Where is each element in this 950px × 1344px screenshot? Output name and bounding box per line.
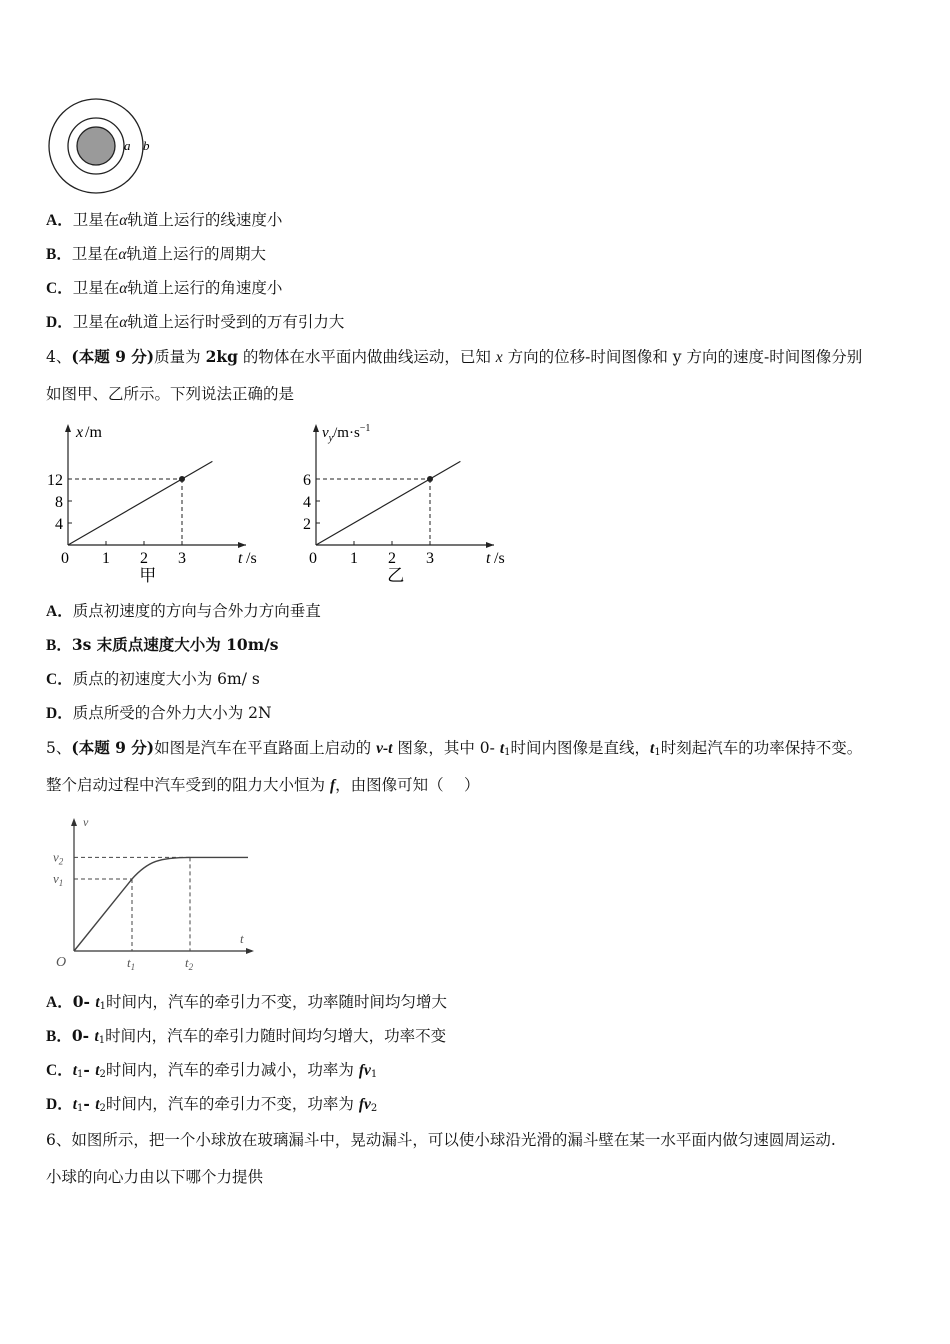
q3-option-b: B．卫星在α轨道上运行的周期大 xyxy=(46,245,267,263)
x-tick-label: 3 xyxy=(426,550,434,567)
q3-option-c: C．卫星在α轨道上运行的角速度小 xyxy=(46,279,283,297)
origin-label: O xyxy=(56,955,67,970)
chart-jia xyxy=(44,418,264,588)
orbit-figure xyxy=(44,96,164,200)
q6-stem-line1: 6、如图所示，把一个小球放在玻璃漏斗中，晃动漏斗，可以使小球沿光滑的漏斗壁在某一水平面内做匀速圆周运动. xyxy=(46,1131,836,1149)
q5-stem-line1: 5、(本题 9 分)如图是汽车在平直路面上启动的 v-t 图象，其中 0- $t_1$时间内图像是直线，$t_1$时刻起汽车的功率保持不变。 xyxy=(46,738,863,758)
y-axis-arrow xyxy=(71,818,77,826)
x-tick-label: 0 xyxy=(309,550,317,567)
x-axis-arrow xyxy=(238,542,246,548)
marked-point xyxy=(427,476,433,482)
t1-label: $t_1$ xyxy=(127,955,136,972)
q3-option-a: A．卫星在α轨道上运行的线速度小 xyxy=(46,211,283,229)
x-tick-label: 3 xyxy=(178,550,186,567)
q4-option-a: A．质点初速度的方向与合外力方向垂直 xyxy=(46,602,321,620)
y-axis-label: x xyxy=(76,424,84,441)
q4-option-b: B．3s 末质点速度大小为 10m/s xyxy=(46,635,279,654)
x-axis-label: t xyxy=(240,931,244,946)
q4-option-c: C．质点的初速度大小为 6m/ s xyxy=(46,670,260,688)
y-tick-label: 4 xyxy=(55,516,63,533)
y-axis-arrow xyxy=(313,424,319,432)
x-tick-label: 2 xyxy=(140,550,148,567)
y-tick-label: 6 xyxy=(303,472,311,489)
series-line xyxy=(316,461,460,545)
q5-option-c: C．$t_1-$ $t_2$时间内，汽车的牵引力减小，功率为 $fv_1$ xyxy=(46,1060,378,1080)
y-axis-label: $v_y/m\cdot s^{-1}$ xyxy=(322,423,371,444)
v1-label: $v_1$ xyxy=(53,871,64,888)
chart-yi xyxy=(292,418,512,588)
series-line xyxy=(68,461,212,545)
y-axis-unit: /m xyxy=(85,424,102,441)
t2-label: $t_2$ xyxy=(185,955,194,972)
q4-option-d: D．质点所受的合外力大小为 2N xyxy=(46,704,272,722)
x-axis-arrow xyxy=(246,948,254,954)
label-b: b xyxy=(143,138,150,153)
y-tick-label: 4 xyxy=(303,494,311,511)
x-tick-label: 1 xyxy=(350,550,358,567)
marked-point xyxy=(179,476,185,482)
series-curve xyxy=(74,857,248,951)
x-axis-unit: /s xyxy=(494,550,505,567)
chart-vt xyxy=(44,810,264,975)
q6-stem-line2: 小球的向心力由以下哪个力提供 xyxy=(46,1168,264,1186)
q5-stem-line2: 整个启动过程中汽车受到的阻力大小恒为 f，由图像可知（ ） xyxy=(46,776,480,794)
x-axis-unit: /s xyxy=(246,550,257,567)
x-axis-arrow xyxy=(486,542,494,548)
chart-title: 乙 xyxy=(387,566,405,585)
y-tick-label: 12 xyxy=(47,472,63,489)
y-axis-arrow xyxy=(65,424,71,432)
x-tick-label: 0 xyxy=(61,550,69,567)
v2-label: $v_2$ xyxy=(53,849,64,867)
q3-option-d: D．卫星在α轨道上运行时受到的万有引力大 xyxy=(46,313,345,331)
x-tick-label: 1 xyxy=(102,550,110,567)
q4-stem-line1: 4、(本题 9 分)质量为 2kg 的物体在水平面内做曲线运动，已知 x 方向的位移-时间图像和 y 方向的速度-时间图像分别 xyxy=(46,347,863,366)
label-a: a xyxy=(124,138,131,153)
q4-stem-line2: 如图甲、乙所示。下列说法正确的是 xyxy=(46,385,295,403)
x-axis-label: t xyxy=(486,550,491,567)
q5-option-d: D．$t_1-$ $t_2$时间内，汽车的牵引力不变，功率为 $fv_2$ xyxy=(46,1094,378,1114)
q5-option-a: A．0- $t_1$时间内，汽车的牵引力不变，功率随时间均匀增大 xyxy=(46,992,448,1012)
x-axis-label: t xyxy=(238,550,243,567)
x-tick-label: 2 xyxy=(388,550,396,567)
y-tick-label: 8 xyxy=(55,494,63,511)
planet xyxy=(77,127,115,165)
q5-option-b: B．0- $t_1$时间内，汽车的牵引力随时间均匀增大，功率不变 xyxy=(46,1026,447,1046)
chart-title: 甲 xyxy=(139,566,157,585)
y-tick-label: 2 xyxy=(303,516,311,533)
y-axis-label: v xyxy=(83,815,89,829)
